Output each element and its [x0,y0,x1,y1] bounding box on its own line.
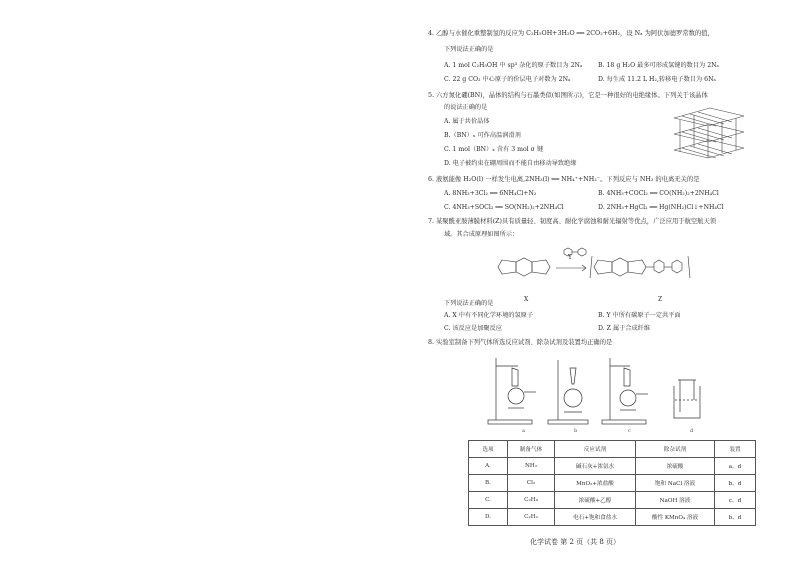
table-cell: B. [469,475,508,492]
table-cell: 碱石灰+浓氨水 [555,458,636,475]
q4-stem: 4. 乙醇与水催化重整制氢的反应为 C₂H₅OH+3H₂O ══ 2CO₂+6H₂，设 Nₐ 为阿伏加德罗常数的值， [428,30,714,37]
q5-stem: 5. 六方氮化硼(BN)，晶体的结构与石墨类似(如图所示)，它是一种很好的电绝缘体。下列关于该晶体 [428,92,708,99]
q6-option-a[interactable]: A. 8NH₃+3Cl₂ ══ 6NH₄Cl+N₂ [444,190,537,197]
q6-option-d[interactable]: D. 2NH₃+HgCl₂ ══ Hg(NH₂)Cl↓+NH₄Cl [598,204,724,211]
table-header-row [469,441,756,458]
table-cell: c、d [715,492,756,509]
q7-stem: 7. 某聚酰亚胺薄膜材料(Z)具有质量轻、韧度高、耐化学腐蚀和耐光辐射等优点，广泛应用于航空航天领 [428,218,717,225]
q6-option-c[interactable]: C. 4NH₃+SOCl₂ ══ SO(NH₂)₂+2NH₄Cl [444,204,564,211]
q7-option-d[interactable]: D. Z 属于合成纤维 [598,325,651,332]
q4-option-d[interactable]: D. 每生成 11.2 L H₂,转移电子数目为 6Nₐ [598,76,716,83]
q5-option-d[interactable]: D. 电子被约束在硼周围而不能自由移动导致绝缘 [444,160,577,167]
page-footer: 化学试卷 第 2 页（共 8 页） [530,538,621,546]
q7-stem-cont: 域。其合成原理如图所示： [444,231,519,238]
apparatus-label-d: d [690,428,694,434]
q8-options-table [468,440,756,526]
table-cell: 饱和 NaCl 溶液 [636,475,715,492]
table-cell: NaOH 溶液 [636,492,715,509]
table-cell: Cl₂ [508,475,555,492]
q7-option-c[interactable]: C. 该反应是加聚反应 [444,325,502,332]
q5-option-c[interactable]: C. 1 mol（BN）ₓ 含有 3 mol σ 键 [444,146,544,153]
table-header-cell: 选项 [469,441,508,458]
table-cell: a、d [715,458,756,475]
q4-option-b[interactable]: B. 18 g H₂O 最多可形成氢键的数目为 2Nₐ [598,62,719,69]
q6-stem: 6. 液氨能像 H₂O(l) 一样发生电离,2NH₃(l) ══ NH₄⁺+NH₂⁻。下列反应与 NH₃ 的电离无关的是 [428,176,700,183]
table-row[interactable] [469,492,756,509]
q7-label-x: X [524,296,529,303]
polyimide-synthesis-scheme-icon [494,244,704,294]
table-header-cell: 除杂试剂 [636,441,715,458]
q7-label-z: Z [658,296,663,303]
apparatus-label-c: c [628,428,631,434]
table-cell: A. [469,458,508,475]
table-cell: C. [469,492,508,509]
table-cell: 电石+饱和食盐水 [555,509,636,526]
q7-prompt: 下列说法正确的是 [444,300,494,307]
table-header-cell: 制备气体 [508,441,555,458]
q7-option-b[interactable]: B. Y 中所有碳原子一定共平面 [598,312,681,319]
table-row[interactable] [469,475,756,492]
table-row[interactable] [469,458,756,475]
table-header-cell: 反应试剂 [555,441,636,458]
lab-apparatus-icon [478,356,738,428]
table-cell: 浓硫酸 [636,458,715,475]
table-cell: 浓硫酸+乙醇 [555,492,636,509]
table-header-cell: 装置 [715,441,756,458]
bn-crystal-structure-icon [670,104,748,166]
q5-option-a[interactable]: A. 属于共价晶体 [444,118,490,125]
table-row[interactable] [469,509,756,526]
q4-prompt: 下列说法正确的是 [444,46,494,53]
table-cell: b、d [715,475,756,492]
q4-option-c[interactable]: C. 22 g CO₂ 中心原子的价层电子对数为 2Nₐ [444,76,571,83]
table-cell: C₂H₄ [508,492,555,509]
table-cell: 酸性 KMnO₄ 溶液 [636,509,715,526]
table-cell: D. [469,509,508,526]
q8-stem: 8. 实验室制备下列气体所选反应试剂、除杂试剂及装置均正确的是 [428,339,613,346]
q5-option-b[interactable]: B.（BN）ₓ 可作高温润滑剂 [444,132,521,139]
q6-option-b[interactable]: B. 4NH₃+COCl₂ ══ CO(NH₂)₂+2NH₄Cl [598,190,719,197]
q7-option-a[interactable]: A. X 中有不同化学环境的氢原子 [444,312,534,319]
apparatus-label-b: b [574,428,578,434]
table-cell: b、d [715,509,756,526]
table-cell: C₂H₂ [508,509,555,526]
q5-stem-cont: 的说法正确的是 [444,104,488,111]
table-cell: MnO₂+浓盐酸 [555,475,636,492]
q7-label-y: Y [568,254,572,261]
q4-option-a[interactable]: A. 1 mol C₂H₅OH 中 sp³ 杂化的原子数目为 2Nₐ [444,62,583,69]
apparatus-label-a: a [522,428,525,434]
table-cell: NH₃ [508,458,555,475]
